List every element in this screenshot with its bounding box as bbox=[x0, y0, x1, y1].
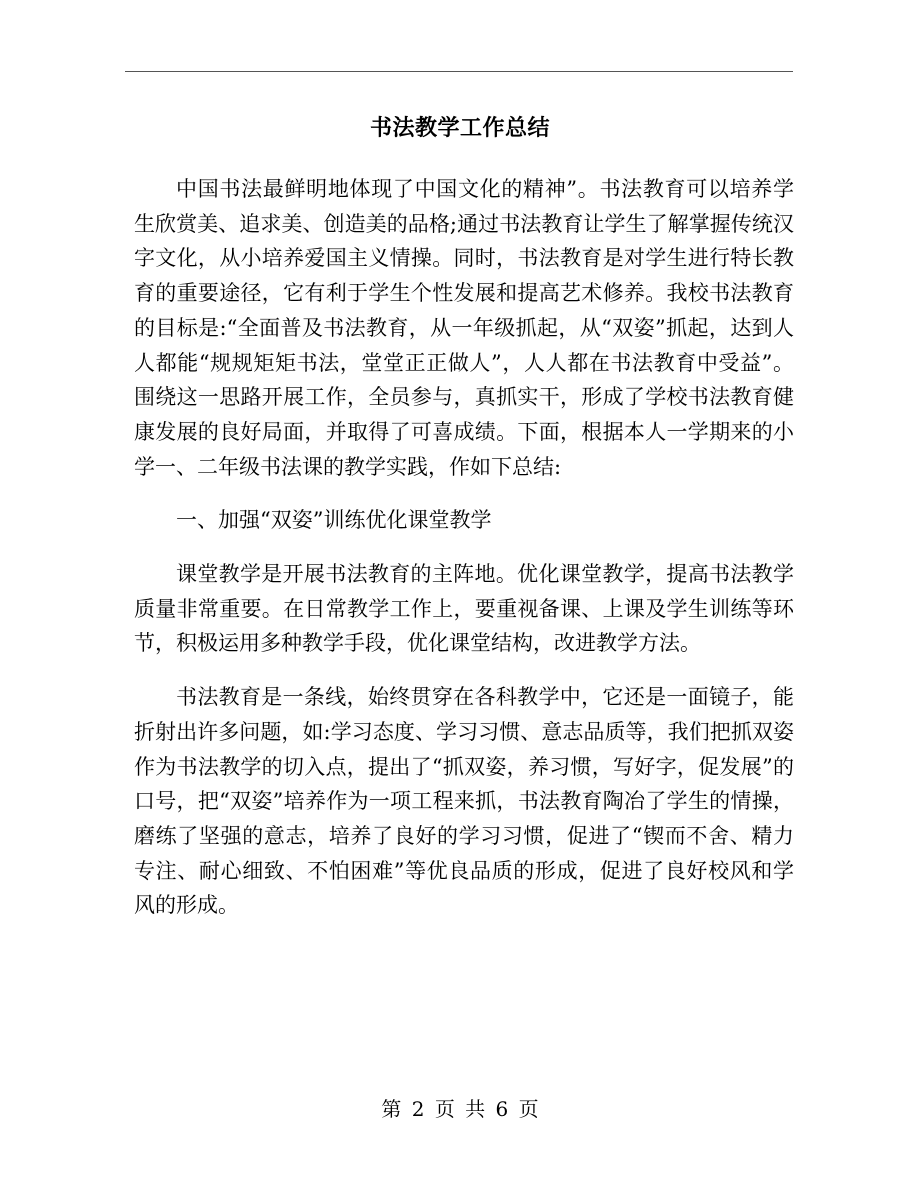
paragraph-calligraphy-line: 书法教育是一条线，始终贯穿在各科教学中，它还是一面镜子，能折射出许多问题，如:学习态度、学习习惯、意志品质等，我们把抓双姿作为书法教学的切入点，提出了“抓双姿，养习惯，写好字，促发展”的口号，把“双姿”培养作为一项工程来抓，书法教育陶冶了学生的情操，磨练了坚强的意志，培养了良好的学习习惯，促进了“锲而不舍、精力专注、耐心细致、不怕困难”等优良品质的形成，促进了良好校风和学风的形成。 bbox=[134, 685, 794, 918]
paragraph-classroom: 课堂教学是开展书法教育的主阵地。优化课堂教学，提高书法教学质量非常重要。在日常教学工作上，要重视备课、上课及学生训练等环节，积极运用多种教学手段，优化课堂结构，改进教学方法。 bbox=[134, 562, 794, 656]
section-heading-1: 一、加强“双姿”训练优化课堂教学 bbox=[176, 508, 492, 533]
document-body bbox=[134, 172, 794, 923]
document-title: 书法教学工作总结 bbox=[369, 115, 550, 141]
header-rule bbox=[125, 71, 793, 72]
page-number: 第 2 页 共 6 页 bbox=[381, 1097, 539, 1121]
paragraph-intro: 中国书法最鲜明地体现了中国文化的精神”。书法教育可以培养学生欣赏美、追求美、创造美的品格;通过书法教育让学生了解掌握传统汉字文化，从小培养爱国主义情操。同时，书法教育是对学生进行特长教育的重要途径，它有利于学生个性发展和提高艺术修养。我校书法教育的目标是:“全面普及书法教育，从一年级抓起，从“双姿”抓起，达到人人都能“规规矩矩书法，堂堂正正做人”，人人都在书法教育中受益”。围绕这一思路开展工作，全员参与，真抓实干，形成了学校书法教育健康发展的良好局面，并取得了可喜成绩。下面，根据本人一学期来的小学一、二年级书法课的教学实践，作如下总结: bbox=[134, 177, 794, 479]
